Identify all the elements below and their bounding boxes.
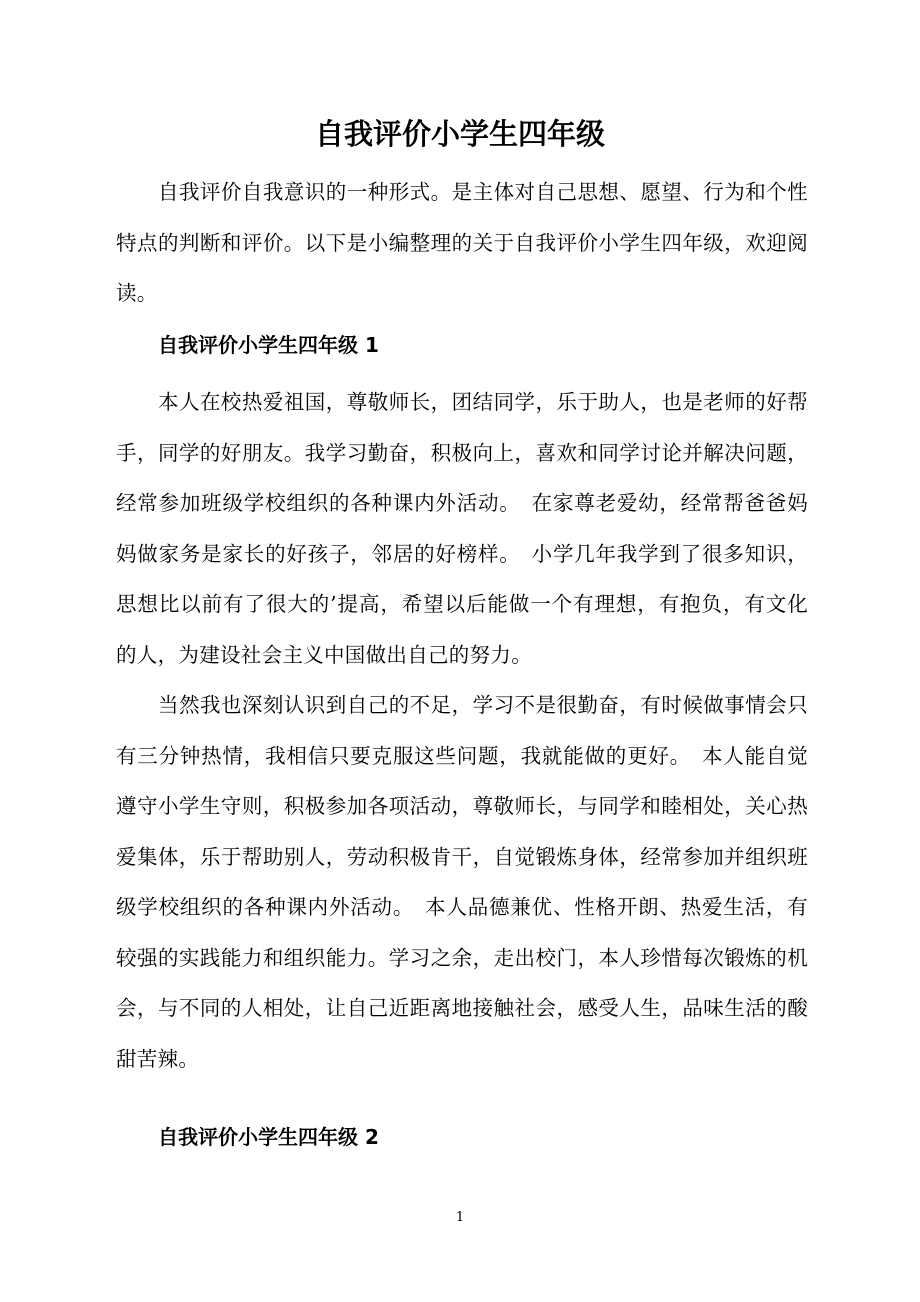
section-1-paragraph-1: 本人在校热爱祖国，尊敬师长，团结同学，乐于助人，也是老师的好帮手，同学的好朋友。我学习勤奋，积极向上，喜欢和同学讨论并解决问题，经常参加班级学校组织的各种课内外活动。 在家尊老爱幼，经常帮爸爸妈妈做家务是家长的好孩子，邻居的好榜样。 小学几年我学到了很多知识，思想比以前有了很大的’提高，希望以后能做一个有理想，有抱负，有文化的人，为建设社会主义中国做出自己的努力。 — [116, 390, 808, 667]
document-title: 自我评价小学生四年级 — [314, 117, 605, 151]
section-heading-2: 自我评价小学生四年级 2 — [158, 1125, 379, 1149]
intro-paragraph: 自我评价自我意识的一种形式。是主体对自己思想、愿望、行为和个性特点的判断和评价。以下是小编整理的关于自我评价小学生四年级，欢迎阅读。 — [116, 180, 808, 305]
section-1-paragraph-2: 当然我也深刻认识到自己的不足，学习不是很勤奋，有时候做事情会只有三分钟热情，我相信只要克服这些问题，我就能做的更好。 本人能自觉遵守小学生守则，积极参加各项活动，尊敬师长，与同学和睦相处，关心热爱集体，乐于帮助别人，劳动积极肯干，自觉锻炼身体，经常参加并组织班级学校组织的各种课内外活动。 本人品德兼优、性格开朗、热爱生活，有较强的实践能力和组织能力。学习之余，走出校门，本人珍惜每次锻炼的机会，与不同的人相处，让自己近距离地接触社会，感受人生，品味生活的酸甜苦辣。 — [116, 693, 808, 1071]
page-number: 1 — [455, 1210, 465, 1225]
section-heading-1: 自我评价小学生四年级 1 — [158, 333, 379, 357]
